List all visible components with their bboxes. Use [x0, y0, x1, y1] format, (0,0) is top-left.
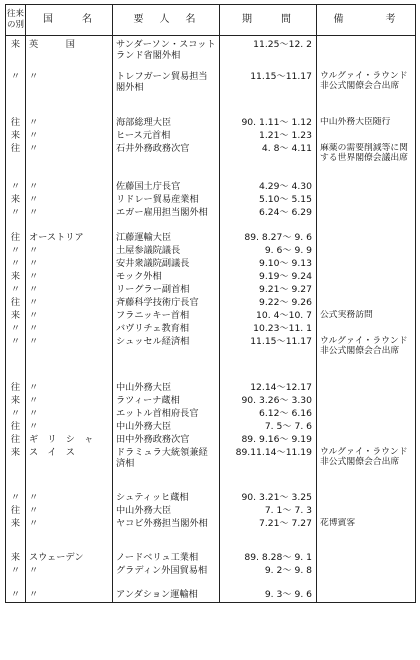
cell-note — [317, 421, 416, 434]
header-person: 要 人 名 — [113, 5, 220, 36]
table-body — [6, 36, 416, 603]
cell-person: リドレー貿易産業相 — [113, 194, 220, 207]
cell-period: 6.12～ 6.16 — [220, 408, 317, 421]
table-row — [6, 130, 416, 143]
cell-country: 〃 — [26, 207, 113, 232]
cell-person: フラニッキー首相 — [113, 310, 220, 323]
cell-note — [317, 271, 416, 284]
cell-country: 英 国 — [26, 36, 113, 71]
cell-note — [317, 323, 416, 336]
cell-note — [317, 382, 416, 395]
cell-direction: 〃 — [6, 284, 26, 297]
table-row — [6, 117, 416, 130]
header-note: 備 考 — [317, 5, 416, 36]
cell-note: 公式実務訪問 — [317, 310, 416, 323]
cell-person: ドラミュラ大統領兼経済相 — [113, 447, 220, 492]
cell-person: エットル首相府長官 — [113, 408, 220, 421]
cell-country: 〃 — [26, 284, 113, 297]
table-row — [6, 36, 416, 71]
cell-direction: 〃 — [6, 589, 26, 603]
cell-country: 〃 — [26, 382, 113, 395]
cell-person: ノードベリュ工業相 — [113, 552, 220, 565]
cell-person: バヴリチェ教育相 — [113, 323, 220, 336]
cell-period: 9. 2～ 9. 8 — [220, 565, 317, 589]
cell-period: 9. 3～ 9. 6 — [220, 589, 317, 603]
cell-person: シュティッヒ蔵相 — [113, 492, 220, 505]
cell-direction: 〃 — [6, 258, 26, 271]
cell-direction: 来 — [6, 518, 26, 552]
cell-period: 4.29～ 4.30 — [220, 181, 317, 194]
cell-person: 土屋参議院議長 — [113, 245, 220, 258]
table-row — [6, 421, 416, 434]
cell-note — [317, 130, 416, 143]
table-row — [6, 71, 416, 117]
cell-country: ギ リ シ ャ — [26, 434, 113, 447]
cell-note — [317, 232, 416, 245]
cell-direction: 来 — [6, 395, 26, 408]
cell-period: 11.15～11.17 — [220, 336, 317, 382]
cell-direction: 来 — [6, 271, 26, 284]
cell-period: 4. 8～ 4.11 — [220, 143, 317, 181]
cell-country: 〃 — [26, 271, 113, 284]
cell-period: 90. 1.11～ 1.12 — [220, 117, 317, 130]
cell-note: ウルグァイ・ラウンド非公式閣僚会合出席 — [317, 71, 416, 117]
cell-note — [317, 245, 416, 258]
cell-note — [317, 297, 416, 310]
cell-person: 中山外務大臣 — [113, 505, 220, 518]
cell-person: 佐藤国土庁長官 — [113, 181, 220, 194]
cell-direction: 〃 — [6, 181, 26, 194]
cell-person: サンダーソン・スコットランド省閣外相 — [113, 36, 220, 71]
cell-period: 9.22～ 9.26 — [220, 297, 317, 310]
cell-person: グラディン外国貿易相 — [113, 565, 220, 589]
cell-period: 6.24～ 6.29 — [220, 207, 317, 232]
cell-person: 安井衆議院副議長 — [113, 258, 220, 271]
table-row — [6, 232, 416, 245]
cell-note — [317, 552, 416, 565]
cell-person: 田中外務政務次官 — [113, 434, 220, 447]
cell-direction: 往 — [6, 505, 26, 518]
cell-country: 〃 — [26, 589, 113, 603]
cell-direction: 〃 — [6, 207, 26, 232]
cell-country: 〃 — [26, 71, 113, 117]
table-row — [6, 382, 416, 395]
cell-direction: 往 — [6, 434, 26, 447]
cell-direction: 来 — [6, 36, 26, 71]
cell-person: シュッセル経済相 — [113, 336, 220, 382]
cell-direction: 往 — [6, 421, 26, 434]
cell-person: 海部総理大臣 — [113, 117, 220, 130]
table-row — [6, 552, 416, 565]
table-row — [6, 395, 416, 408]
cell-country: 〃 — [26, 130, 113, 143]
cell-person: ヒース元首相 — [113, 130, 220, 143]
cell-period: 12.14～12.17 — [220, 382, 317, 395]
cell-note: 花博賓客 — [317, 518, 416, 552]
table-row — [6, 271, 416, 284]
cell-country: 〃 — [26, 245, 113, 258]
cell-country: 〃 — [26, 518, 113, 552]
cell-direction: 〃 — [6, 245, 26, 258]
cell-person: 石井外務政務次官 — [113, 143, 220, 181]
cell-note — [317, 565, 416, 589]
table-row — [6, 518, 416, 552]
cell-note: ウルグァイ・ラウンド非公式閣僚会合出席 — [317, 336, 416, 382]
table-row — [6, 492, 416, 505]
cell-period: 7. 5～ 7. 6 — [220, 421, 317, 434]
cell-direction: 往 — [6, 117, 26, 130]
cell-country: 〃 — [26, 143, 113, 181]
cell-period: 9. 6～ 9. 9 — [220, 245, 317, 258]
cell-note — [317, 589, 416, 603]
table-row — [6, 434, 416, 447]
cell-period: 5.10～ 5.15 — [220, 194, 317, 207]
table-row — [6, 323, 416, 336]
cell-person: トレフガーン貿易担当閣外相 — [113, 71, 220, 117]
cell-direction: 往 — [6, 297, 26, 310]
cell-person: ラツィーナ蔵相 — [113, 395, 220, 408]
table-row — [6, 143, 416, 181]
cell-note: 中山外務大臣随行 — [317, 117, 416, 130]
cell-country: 〃 — [26, 565, 113, 589]
cell-period: 7. 1～ 7. 3 — [220, 505, 317, 518]
cell-country: スウェーデン — [26, 552, 113, 565]
cell-country: 〃 — [26, 421, 113, 434]
cell-period: 89. 8.28～ 9. 1 — [220, 552, 317, 565]
table-row — [6, 589, 416, 603]
cell-person: ヤコビ外務担当閣外相 — [113, 518, 220, 552]
cell-period: 90. 3.26～ 3.30 — [220, 395, 317, 408]
cell-person: モック外相 — [113, 271, 220, 284]
cell-person: 斉藤科学技術庁長官 — [113, 297, 220, 310]
table-row — [6, 310, 416, 323]
cell-country: 〃 — [26, 408, 113, 421]
cell-period: 9.19～ 9.24 — [220, 271, 317, 284]
cell-direction: 来 — [6, 194, 26, 207]
cell-country: 〃 — [26, 323, 113, 336]
cell-direction: 〃 — [6, 492, 26, 505]
cell-period: 10.23～11. 1 — [220, 323, 317, 336]
cell-country: 〃 — [26, 181, 113, 194]
cell-note: ウルグァイ・ラウンド非公式閣僚会合出席 — [317, 447, 416, 492]
cell-direction: 〃 — [6, 565, 26, 589]
cell-note — [317, 434, 416, 447]
cell-period: 9.10～ 9.13 — [220, 258, 317, 271]
cell-direction: 往 — [6, 232, 26, 245]
table-row — [6, 297, 416, 310]
cell-direction: 来 — [6, 447, 26, 492]
cell-direction: 〃 — [6, 323, 26, 336]
cell-period: 11.15～11.17 — [220, 71, 317, 117]
cell-note — [317, 36, 416, 71]
cell-country: 〃 — [26, 117, 113, 130]
cell-person: 中山外務大臣 — [113, 382, 220, 395]
cell-country: 〃 — [26, 258, 113, 271]
header-country: 国 名 — [26, 5, 113, 36]
cell-person: アンダション運輸相 — [113, 589, 220, 603]
cell-period: 10. 4～10. 7 — [220, 310, 317, 323]
table-row — [6, 194, 416, 207]
table-header-row — [6, 5, 416, 36]
cell-country: 〃 — [26, 395, 113, 408]
cell-period: 11.25～12. 2 — [220, 36, 317, 71]
table-row — [6, 447, 416, 492]
cell-period: 89. 8.27～ 9. 6 — [220, 232, 317, 245]
cell-direction: 〃 — [6, 71, 26, 117]
cell-direction: 来 — [6, 310, 26, 323]
table-row — [6, 336, 416, 382]
cell-note — [317, 284, 416, 297]
cell-country: 〃 — [26, 336, 113, 382]
cell-note — [317, 408, 416, 421]
table-row — [6, 565, 416, 589]
cell-note — [317, 492, 416, 505]
header-period: 期 間 — [220, 5, 317, 36]
cell-country: オーストリア — [26, 232, 113, 245]
cell-direction: 来 — [6, 552, 26, 565]
cell-country: 〃 — [26, 194, 113, 207]
cell-period: 89. 9.16～ 9.19 — [220, 434, 317, 447]
cell-country: ス イ ス — [26, 447, 113, 492]
table-row — [6, 505, 416, 518]
table-row — [6, 258, 416, 271]
cell-note — [317, 207, 416, 232]
table-row — [6, 207, 416, 232]
cell-direction: 来 — [6, 130, 26, 143]
cell-note — [317, 395, 416, 408]
cell-period: 7.21～ 7.27 — [220, 518, 317, 552]
table-row — [6, 408, 416, 421]
header-direction: 往来の別 — [6, 5, 26, 36]
table-row — [6, 181, 416, 194]
cell-direction: 〃 — [6, 336, 26, 382]
cell-period: 9.21～ 9.27 — [220, 284, 317, 297]
cell-period: 90. 3.21～ 3.25 — [220, 492, 317, 505]
cell-person: 江藤運輸大臣 — [113, 232, 220, 245]
cell-note — [317, 194, 416, 207]
cell-person: エガー雇用担当閣外相 — [113, 207, 220, 232]
cell-country: 〃 — [26, 310, 113, 323]
cell-direction: 往 — [6, 143, 26, 181]
cell-note — [317, 258, 416, 271]
cell-country: 〃 — [26, 492, 113, 505]
cell-country: 〃 — [26, 297, 113, 310]
cell-person: 中山外務大臣 — [113, 421, 220, 434]
cell-note — [317, 505, 416, 518]
table-row — [6, 245, 416, 258]
cell-note: 麻薬の需要削減等に関する世界閣僚会議出席 — [317, 143, 416, 181]
cell-country: 〃 — [26, 505, 113, 518]
cell-note — [317, 181, 416, 194]
visits-table — [5, 4, 416, 603]
cell-period: 89.11.14～11.19 — [220, 447, 317, 492]
cell-period: 1.21～ 1.23 — [220, 130, 317, 143]
cell-person: リーグラー副首相 — [113, 284, 220, 297]
table-row — [6, 284, 416, 297]
cell-direction: 往 — [6, 382, 26, 395]
cell-direction: 〃 — [6, 408, 26, 421]
